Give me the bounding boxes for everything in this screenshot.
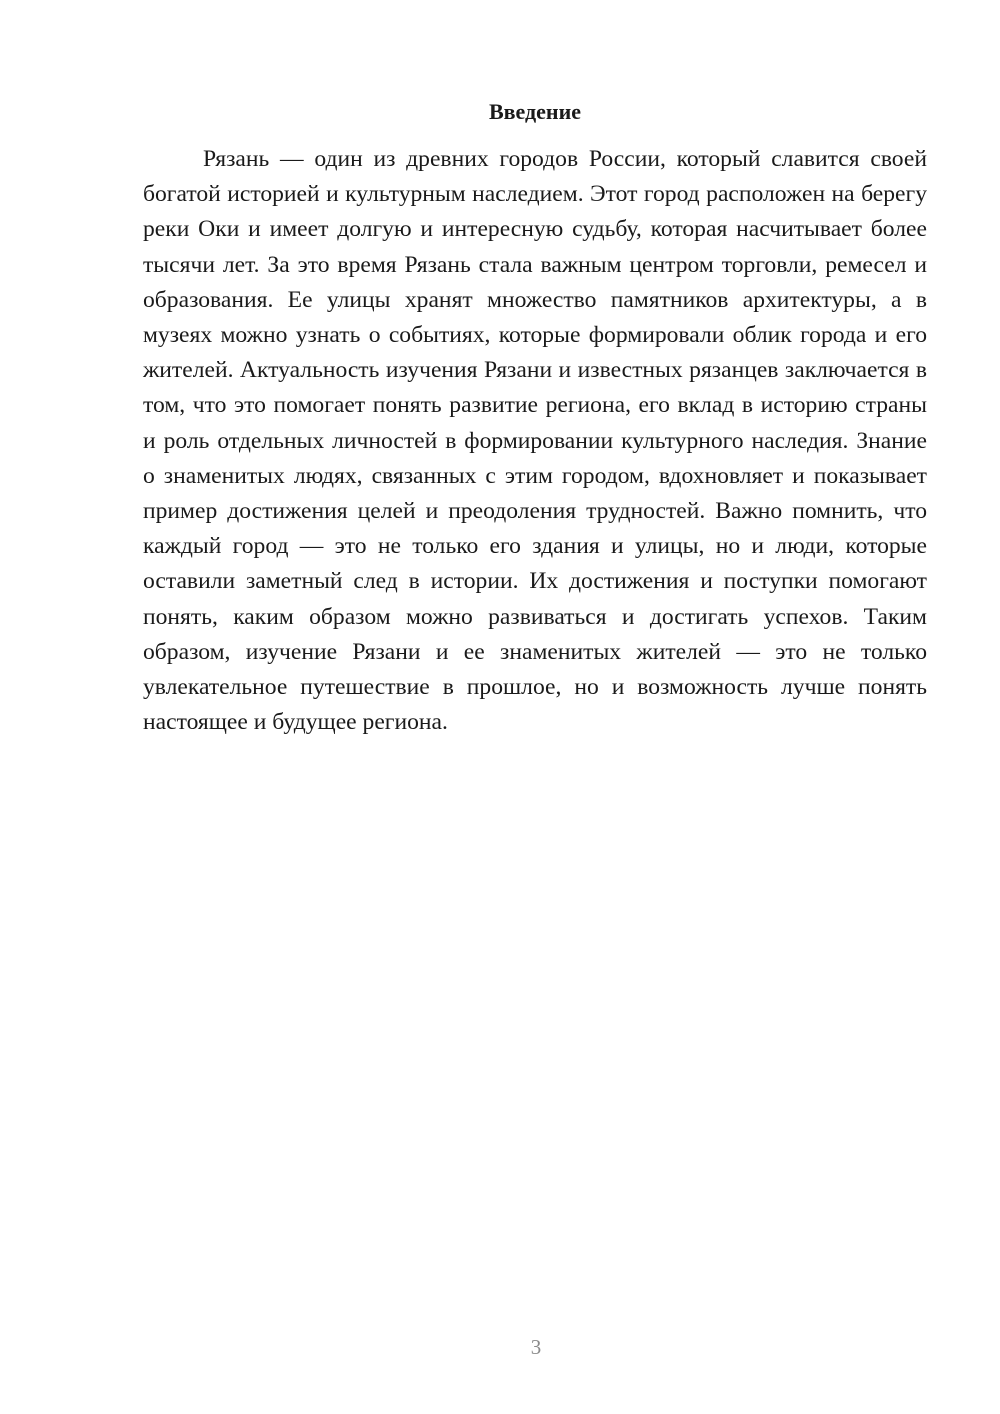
page-number: 3 bbox=[530, 1335, 542, 1359]
body-paragraph: Рязань — один из древних городов России, который славится своей богатой историей и культурным наследием. Этот город расположен на берегу реки Оки и имеет долгую и интересную судьбу, которая насчитывает более тысячи лет. За это время Рязань стала важным центром торговли, ремесел и образования. Ее улицы хранят множество памятников архитектуры, а в музеях можно узнать о событиях, которые формировали облик города и его жителей. Актуальность изучения Рязани и известных рязанцев заключается в том, что это помогает понять развитие региона, его вклад в историю страны и роль отдельных личностей в формировании культурного наследия. Знание о знаменитых людях, связанных с этим городом, вдохновляет и показывает пример достижения целей и преодоления трудностей. Важно помнить, что каждый город — это не только его здания и улицы, но и люди, которые оставили заметный след в истории. Их достижения и поступки помогают понять, каким образом можно развиваться и достигать успехов. Таким образом, изучение Рязани и ее знаменитых жителей — это не только увлекательное путешествие в прошлое, но и возможность лучше понять настоящее и будущее региона. bbox=[143, 146, 927, 736]
section-heading: Введение bbox=[488, 99, 582, 124]
